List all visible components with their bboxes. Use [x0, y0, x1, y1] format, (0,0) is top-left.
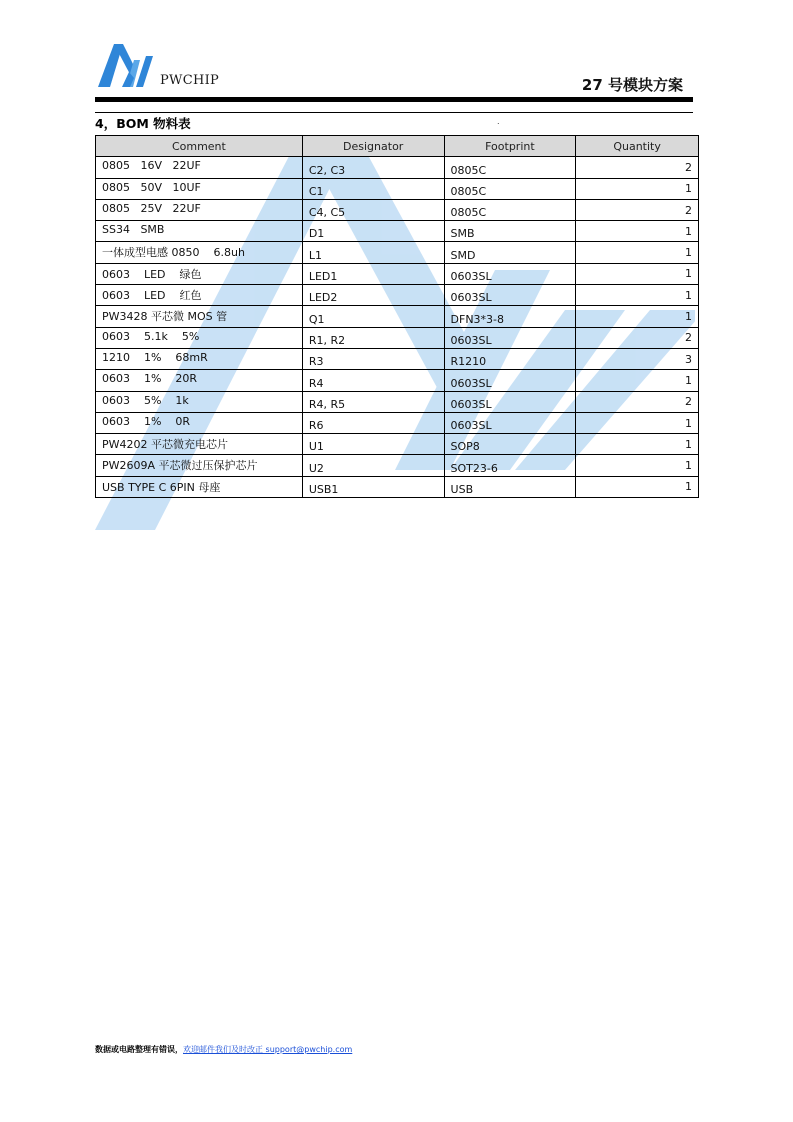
- cell-footprint: SOP8: [444, 434, 576, 455]
- cell-designator: R6: [302, 412, 444, 433]
- table-row: [96, 157, 699, 178]
- cell-quantity: 1: [576, 263, 699, 284]
- header-footprint: Footprint: [444, 136, 576, 157]
- table-row: [96, 285, 699, 306]
- cell-comment: 1210 1% 68mR: [96, 348, 303, 369]
- cell-quantity: 1: [576, 370, 699, 391]
- footer-text: 数据或电路整理有错误，: [95, 1045, 183, 1054]
- table-row: [96, 242, 699, 263]
- cell-quantity: 2: [576, 391, 699, 412]
- cell-footprint: USB: [444, 476, 576, 497]
- header-quantity: Quantity: [576, 136, 699, 157]
- bom-table-body: [96, 157, 699, 498]
- cell-footprint: R1210: [444, 348, 576, 369]
- cell-quantity: 1: [576, 242, 699, 263]
- cell-comment: SS34 SMB: [96, 221, 303, 242]
- cell-designator: U2: [302, 455, 444, 476]
- cell-footprint: 0805C: [444, 157, 576, 178]
- cell-comment: 0805 50V 10UF: [96, 178, 303, 199]
- cell-comment: 0603 LED 红色: [96, 285, 303, 306]
- cell-footprint: 0603SL: [444, 285, 576, 306]
- cell-quantity: 3: [576, 348, 699, 369]
- section-title: 4，BOM 物料表: [95, 116, 191, 131]
- header-comment: Comment: [96, 136, 303, 157]
- cell-quantity: 2: [576, 199, 699, 220]
- bom-table: [95, 135, 699, 498]
- cell-comment: 0603 1% 0R: [96, 412, 303, 433]
- table-row: [96, 327, 699, 348]
- footer: [95, 1044, 352, 1055]
- cell-quantity: 1: [576, 178, 699, 199]
- cell-designator: D1: [302, 221, 444, 242]
- cell-comment: 0603 LED 绿色: [96, 263, 303, 284]
- table-row: [96, 391, 699, 412]
- cell-designator: U1: [302, 434, 444, 455]
- table-header-row: [96, 136, 699, 157]
- header-rule-thick: [95, 97, 693, 102]
- cell-quantity: 1: [576, 455, 699, 476]
- cell-comment: 0603 5.1k 5%: [96, 327, 303, 348]
- cell-footprint: 0603SL: [444, 370, 576, 391]
- footer-support-link[interactable]: 欢迎邮件我们及时改正 support@pwchip.com: [183, 1045, 353, 1054]
- cell-quantity: 1: [576, 434, 699, 455]
- cell-quantity: 2: [576, 157, 699, 178]
- cell-comment: PW4202 平芯微充电芯片: [96, 434, 303, 455]
- table-row: [96, 306, 699, 327]
- cell-footprint: SMD: [444, 242, 576, 263]
- cell-footprint: 0805C: [444, 178, 576, 199]
- cell-comment: PW2609A 平芯微过压保护芯片: [96, 455, 303, 476]
- cell-quantity: 1: [576, 306, 699, 327]
- cell-footprint: DFN3*3-8: [444, 306, 576, 327]
- cell-designator: R4, R5: [302, 391, 444, 412]
- cell-footprint: 0603SL: [444, 263, 576, 284]
- cell-footprint: SOT23-6: [444, 455, 576, 476]
- cell-footprint: 0603SL: [444, 391, 576, 412]
- cell-designator: R1, R2: [302, 327, 444, 348]
- cell-quantity: 1: [576, 285, 699, 306]
- cell-footprint: 0603SL: [444, 327, 576, 348]
- cell-designator: L1: [302, 242, 444, 263]
- cell-comment: USB TYPE C 6PIN 母座: [96, 476, 303, 497]
- header-rule-thin: [95, 112, 693, 113]
- table-row: [96, 348, 699, 369]
- table-row: [96, 221, 699, 242]
- cell-footprint: 0805C: [444, 199, 576, 220]
- pwchip-logo-icon: [96, 40, 158, 88]
- cell-comment: 0805 16V 22UF: [96, 157, 303, 178]
- cell-footprint: SMB: [444, 221, 576, 242]
- table-row: [96, 476, 699, 497]
- cell-quantity: 1: [576, 221, 699, 242]
- cell-designator: C2, C3: [302, 157, 444, 178]
- table-row: [96, 263, 699, 284]
- table-row: [96, 412, 699, 433]
- logo-text: PWCHIP: [160, 73, 220, 88]
- cell-quantity: 1: [576, 476, 699, 497]
- cell-comment: 一体成型电感 0850 6.8uh: [96, 242, 303, 263]
- section-dot: .: [497, 117, 500, 126]
- cell-comment: 0603 1% 20R: [96, 370, 303, 391]
- table-row: [96, 178, 699, 199]
- table-row: [96, 370, 699, 391]
- cell-designator: C1: [302, 178, 444, 199]
- cell-designator: R3: [302, 348, 444, 369]
- cell-quantity: 1: [576, 412, 699, 433]
- table-row: [96, 455, 699, 476]
- cell-designator: C4, C5: [302, 199, 444, 220]
- table-row: [96, 434, 699, 455]
- table-row: [96, 199, 699, 220]
- cell-designator: LED2: [302, 285, 444, 306]
- cell-comment: PW3428 平芯微 MOS 管: [96, 306, 303, 327]
- cell-comment: 0603 5% 1k: [96, 391, 303, 412]
- cell-designator: R4: [302, 370, 444, 391]
- cell-designator: USB1: [302, 476, 444, 497]
- cell-designator: LED1: [302, 263, 444, 284]
- cell-footprint: 0603SL: [444, 412, 576, 433]
- header-designator: Designator: [302, 136, 444, 157]
- cell-designator: Q1: [302, 306, 444, 327]
- cell-quantity: 2: [576, 327, 699, 348]
- cell-comment: 0805 25V 22UF: [96, 199, 303, 220]
- page-header-title: 27 号模块方案: [581, 76, 683, 94]
